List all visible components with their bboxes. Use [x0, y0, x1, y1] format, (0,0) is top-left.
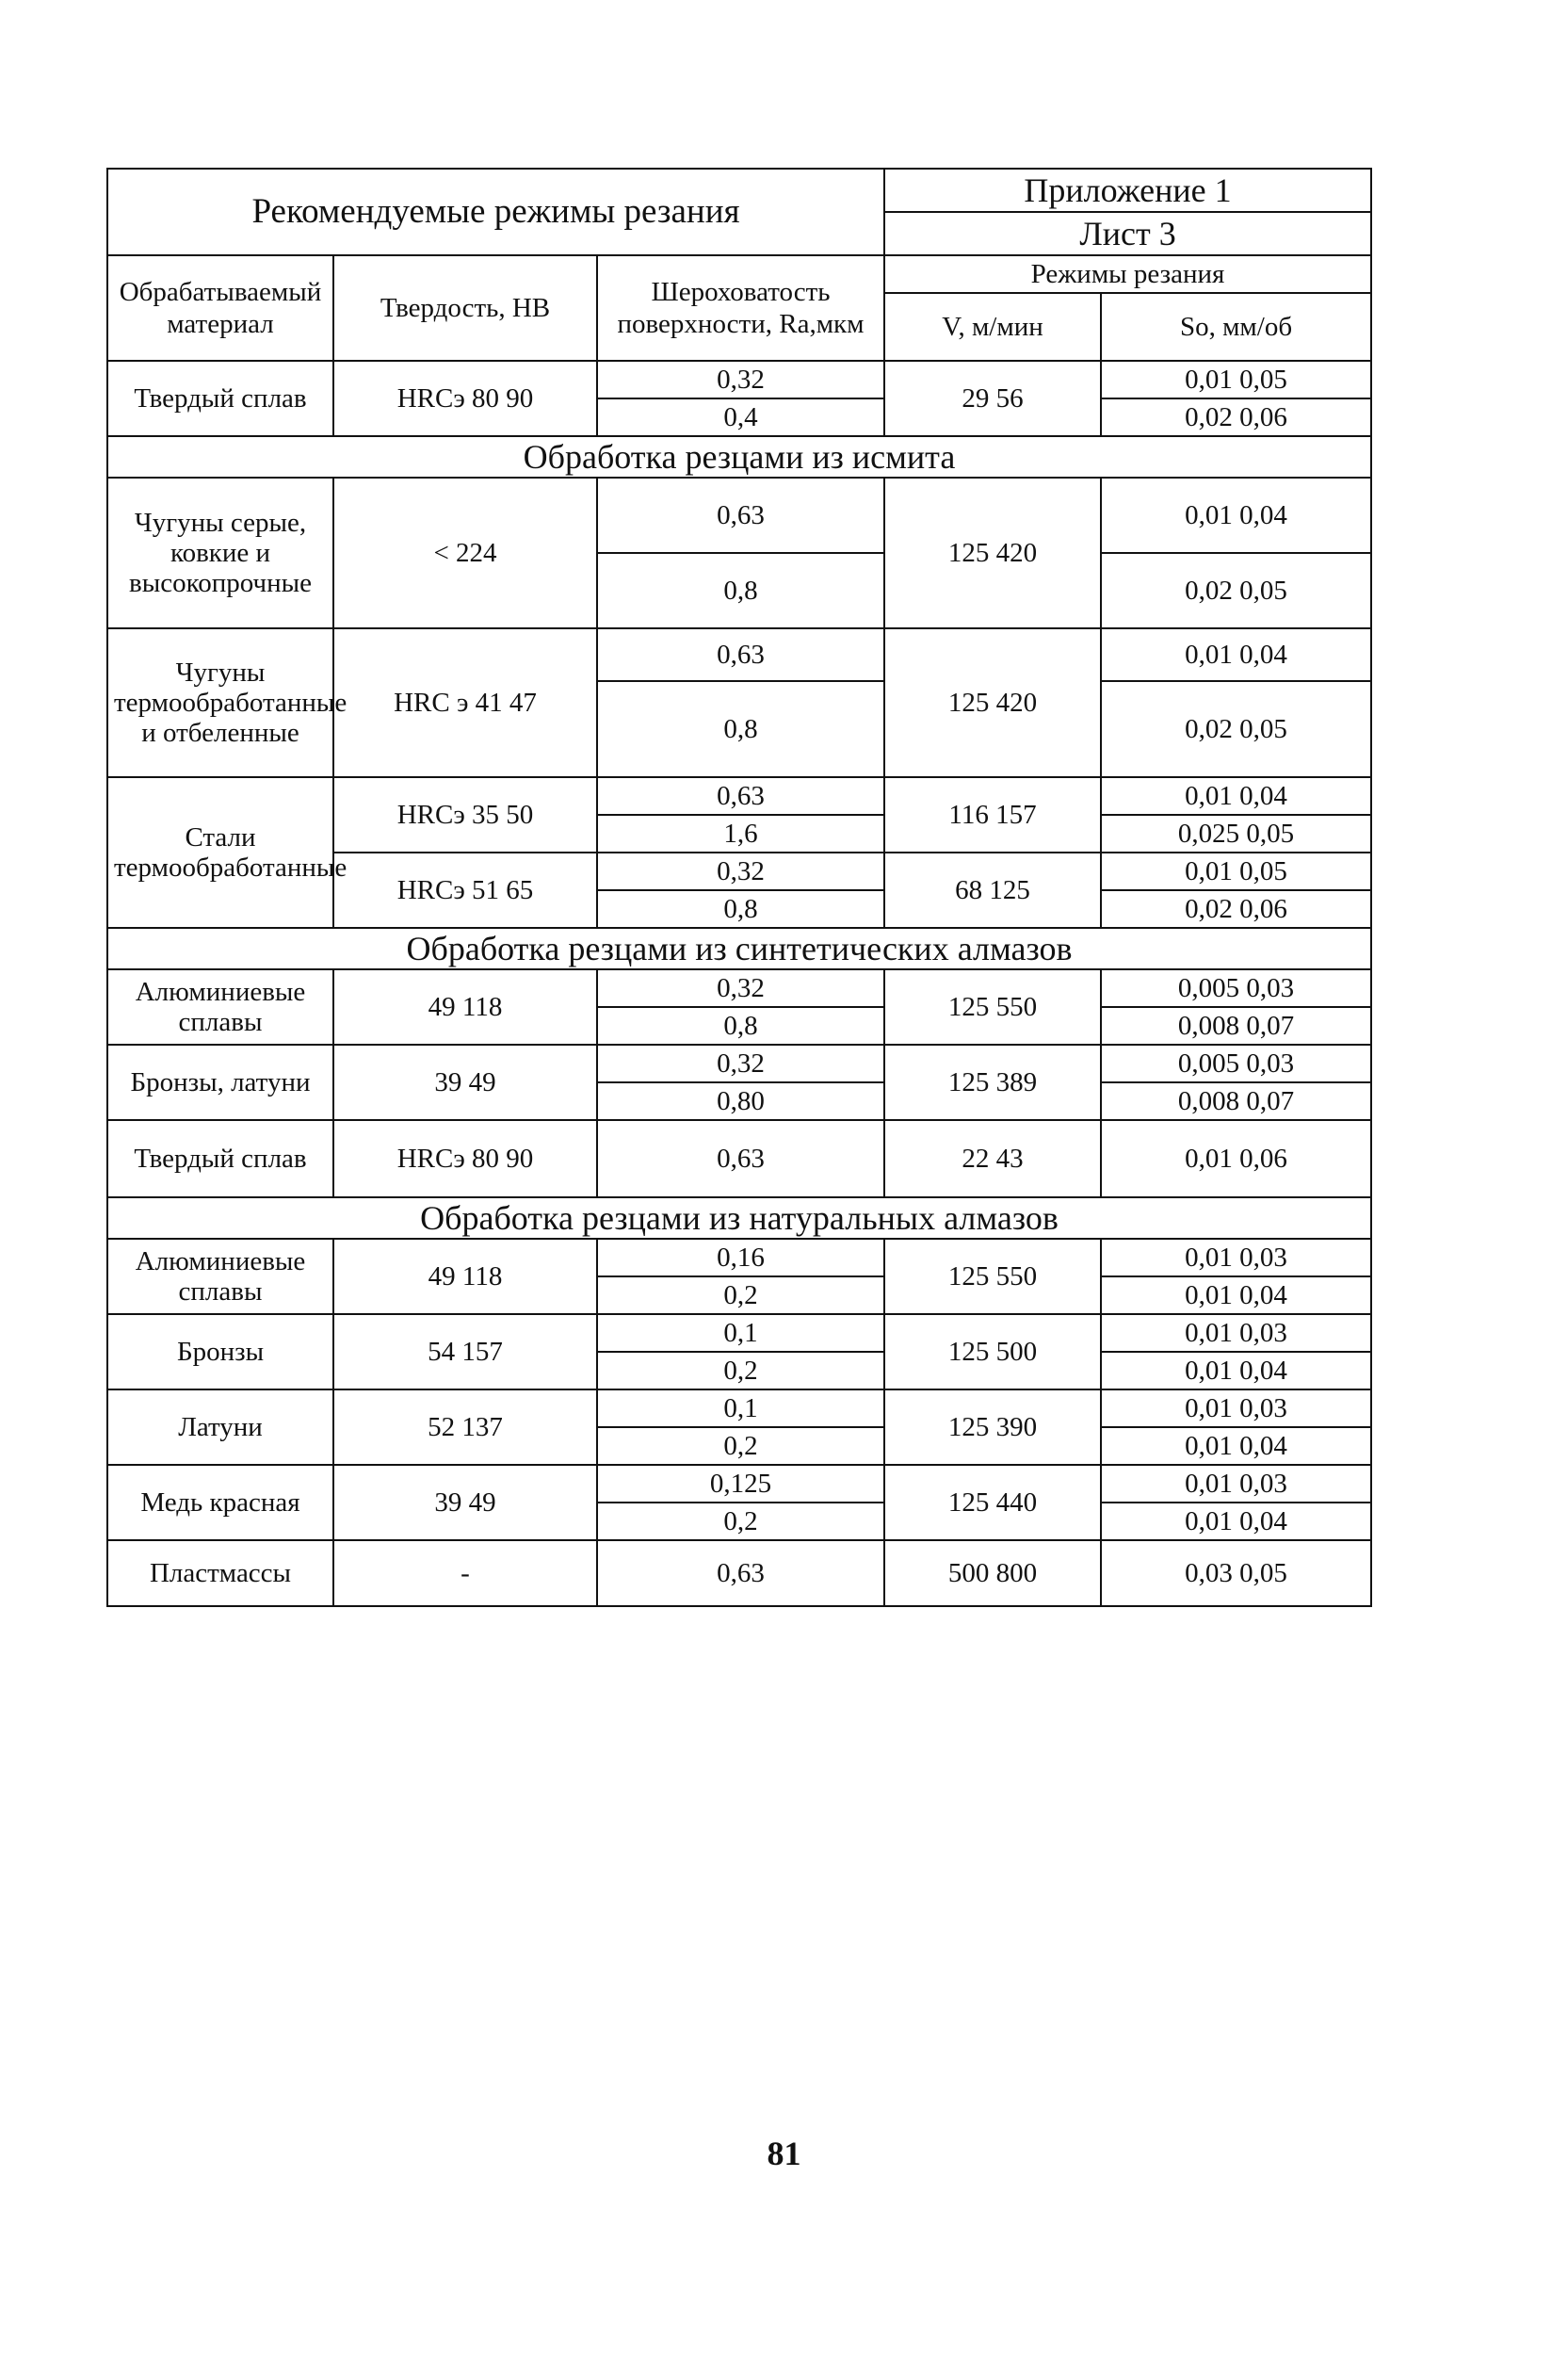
speed-cell: 125 550 — [884, 1239, 1101, 1314]
feed-cell: 0,02 0,05 — [1101, 553, 1371, 628]
feed-cell: 0,02 0,05 — [1101, 681, 1371, 777]
roughness-cell: 0,32 — [597, 361, 884, 398]
speed-cell: 29 56 — [884, 361, 1101, 436]
roughness-cell: 0,32 — [597, 853, 884, 890]
feed-cell: 0,01 0,04 — [1101, 628, 1371, 681]
table-row — [107, 1314, 1371, 1352]
feed-cell: 0,008 0,07 — [1101, 1082, 1371, 1120]
table-row — [107, 478, 1371, 553]
column-header-cutting-modes: Режимы резания — [884, 255, 1371, 293]
roughness-cell: 0,32 — [597, 1045, 884, 1082]
sheet-label: Лист 3 — [884, 212, 1371, 255]
speed-cell: 22 43 — [884, 1120, 1101, 1197]
speed-cell: 125 390 — [884, 1389, 1101, 1465]
feed-cell: 0,01 0,04 — [1101, 1503, 1371, 1540]
material-cell: Бронзы — [107, 1314, 333, 1389]
speed-cell: 125 420 — [884, 478, 1101, 628]
feed-cell: 0,01 0,03 — [1101, 1314, 1371, 1352]
material-cell: Чугуны серые, ковкие и высокопрочные — [107, 478, 333, 628]
roughness-cell: 0,2 — [597, 1352, 884, 1389]
table-row — [107, 1465, 1371, 1503]
roughness-cell: 0,80 — [597, 1082, 884, 1120]
hardness-cell: - — [333, 1540, 597, 1606]
hardness-cell: HRCэ 80 90 — [333, 361, 597, 436]
table-row — [107, 1120, 1371, 1197]
hardness-cell: HRCэ 80 90 — [333, 1120, 597, 1197]
hardness-cell: 54 157 — [333, 1314, 597, 1389]
column-header-speed: V, м/мин — [884, 293, 1101, 361]
feed-cell: 0,025 0,05 — [1101, 815, 1371, 853]
speed-cell: 125 440 — [884, 1465, 1101, 1540]
feed-cell: 0,008 0,07 — [1101, 1007, 1371, 1045]
section-title-synthetic: Обработка резцами из синтетических алмазов — [107, 928, 1371, 969]
column-header-material: Обрабатываемый материал — [107, 255, 333, 361]
roughness-cell: 0,4 — [597, 398, 884, 436]
table-title: Рекомендуемые режимы резания — [107, 169, 884, 255]
material-cell: Стали термообработанные — [107, 777, 333, 928]
column-header-feed: So, мм/об — [1101, 293, 1371, 361]
roughness-cell: 0,16 — [597, 1239, 884, 1276]
material-cell: Латуни — [107, 1389, 333, 1465]
section-title-natural: Обработка резцами из натуральных алмазов — [107, 1197, 1371, 1239]
feed-cell: 0,02 0,06 — [1101, 398, 1371, 436]
speed-cell: 125 550 — [884, 969, 1101, 1045]
table-row — [107, 1540, 1371, 1606]
feed-cell: 0,01 0,04 — [1101, 1352, 1371, 1389]
hardness-cell: HRCэ 35 50 — [333, 777, 597, 853]
speed-cell: 125 420 — [884, 628, 1101, 777]
table-row — [107, 628, 1371, 681]
hardness-cell: 39 49 — [333, 1465, 597, 1540]
column-header-hardness: Твердость, НВ — [333, 255, 597, 361]
roughness-cell: 0,32 — [597, 969, 884, 1007]
roughness-cell: 0,125 — [597, 1465, 884, 1503]
roughness-cell: 0,2 — [597, 1427, 884, 1465]
section-row — [107, 1197, 1371, 1239]
material-cell: Твердый сплав — [107, 1120, 333, 1197]
material-cell: Твердый сплав — [107, 361, 333, 436]
table-row — [107, 1239, 1371, 1276]
cutting-modes-table — [106, 168, 1372, 1607]
feed-cell: 0,01 0,05 — [1101, 361, 1371, 398]
roughness-cell: 0,63 — [597, 1540, 884, 1606]
hardness-cell: HRCэ 51 65 — [333, 853, 597, 928]
feed-cell: 0,01 0,04 — [1101, 1427, 1371, 1465]
feed-cell: 0,005 0,03 — [1101, 969, 1371, 1007]
feed-cell: 0,02 0,06 — [1101, 890, 1371, 928]
material-cell: Пластмассы — [107, 1540, 333, 1606]
hardness-cell: 39 49 — [333, 1045, 597, 1120]
material-cell: Бронзы, латуни — [107, 1045, 333, 1120]
material-cell: Медь красная — [107, 1465, 333, 1540]
roughness-cell: 1,6 — [597, 815, 884, 853]
table-row — [107, 969, 1371, 1007]
roughness-cell: 0,63 — [597, 777, 884, 815]
column-header-roughness: Шероховатость поверхности, Ra,мкм — [597, 255, 884, 361]
feed-cell: 0,01 0,06 — [1101, 1120, 1371, 1197]
feed-cell: 0,01 0,03 — [1101, 1465, 1371, 1503]
hardness-cell: 52 137 — [333, 1389, 597, 1465]
table-row — [107, 777, 1371, 815]
hardness-cell: 49 118 — [333, 1239, 597, 1314]
page-number: 81 — [767, 2135, 801, 2172]
feed-cell: 0,03 0,05 — [1101, 1540, 1371, 1606]
roughness-cell: 0,8 — [597, 553, 884, 628]
hardness-cell: < 224 — [333, 478, 597, 628]
speed-cell: 500 800 — [884, 1540, 1101, 1606]
roughness-cell: 0,63 — [597, 628, 884, 681]
roughness-cell: 0,8 — [597, 681, 884, 777]
roughness-cell: 0,1 — [597, 1389, 884, 1427]
feed-cell: 0,01 0,04 — [1101, 777, 1371, 815]
feed-cell: 0,01 0,03 — [1101, 1389, 1371, 1427]
roughness-cell: 0,63 — [597, 1120, 884, 1197]
table-row — [107, 1045, 1371, 1082]
roughness-cell: 0,2 — [597, 1276, 884, 1314]
feed-cell: 0,01 0,04 — [1101, 478, 1371, 553]
feed-cell: 0,005 0,03 — [1101, 1045, 1371, 1082]
section-row — [107, 436, 1371, 478]
roughness-cell: 0,63 — [597, 478, 884, 553]
roughness-cell: 0,8 — [597, 890, 884, 928]
speed-cell: 125 389 — [884, 1045, 1101, 1120]
feed-cell: 0,01 0,03 — [1101, 1239, 1371, 1276]
material-cell: Алюминиевые сплавы — [107, 969, 333, 1045]
hardness-cell: 49 118 — [333, 969, 597, 1045]
speed-cell: 116 157 — [884, 777, 1101, 853]
feed-cell: 0,01 0,05 — [1101, 853, 1371, 890]
section-title-ismit: Обработка резцами из исмита — [107, 436, 1371, 478]
feed-cell: 0,01 0,04 — [1101, 1276, 1371, 1314]
hardness-cell: HRC э 41 47 — [333, 628, 597, 777]
table-row — [107, 361, 1371, 398]
roughness-cell: 0,1 — [597, 1314, 884, 1352]
section-row — [107, 928, 1371, 969]
appendix-label: Приложение 1 — [884, 169, 1371, 212]
roughness-cell: 0,8 — [597, 1007, 884, 1045]
material-cell: Чугуны термообработанные и отбеленные — [107, 628, 333, 777]
roughness-cell: 0,2 — [597, 1503, 884, 1540]
speed-cell: 125 500 — [884, 1314, 1101, 1389]
material-cell: Алюминиевые сплавы — [107, 1239, 333, 1314]
table-row — [107, 1389, 1371, 1427]
cutting-modes-table-wrap — [106, 168, 1370, 1607]
speed-cell: 68 125 — [884, 853, 1101, 928]
